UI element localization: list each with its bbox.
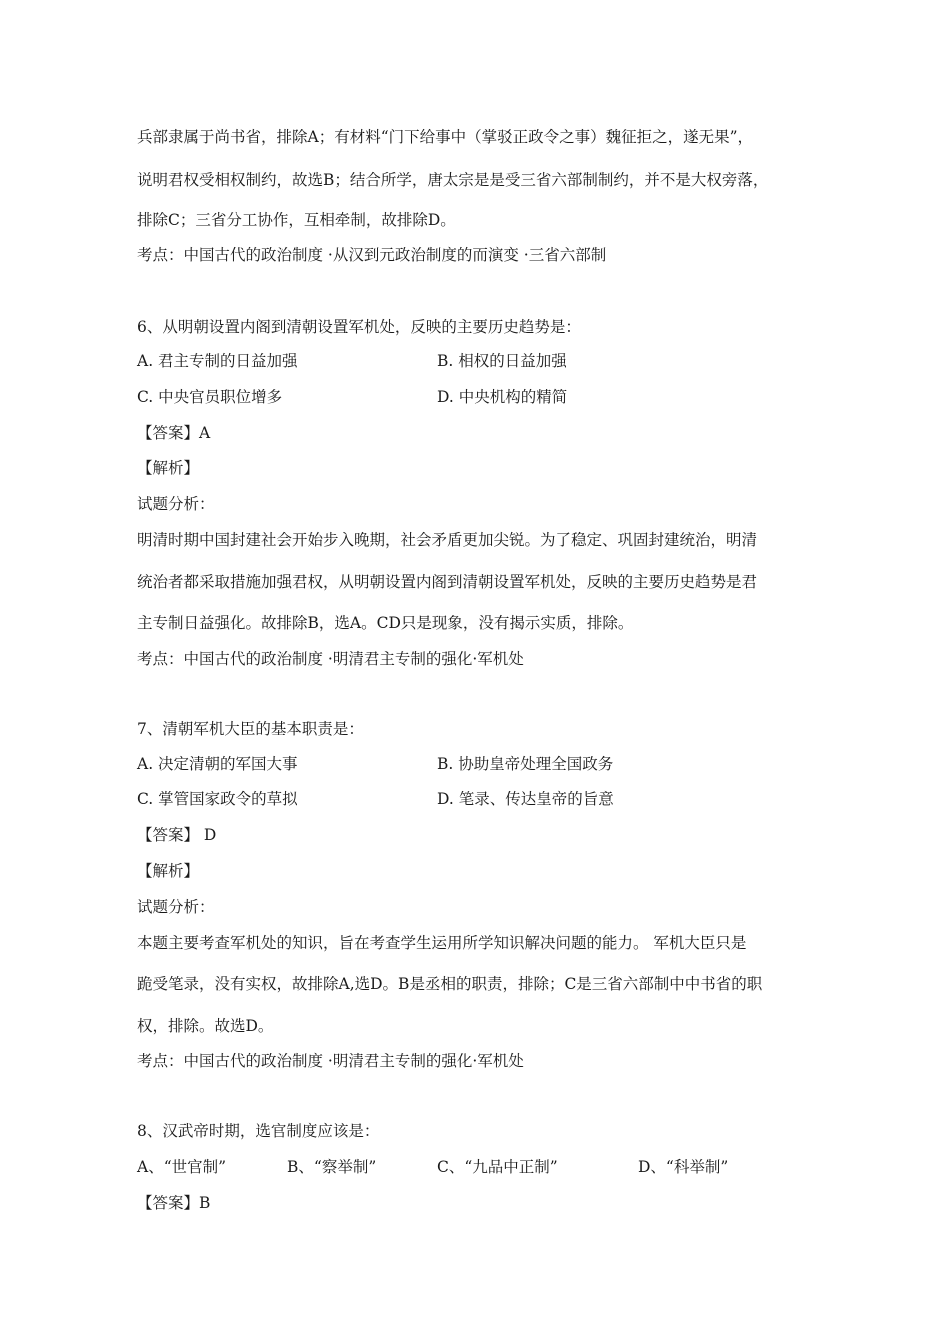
q8-stem: 8、汉武帝时期，选官制度应该是： bbox=[137, 1122, 380, 1140]
q5-analysis-line-2: 说明君权受相权制约，故选B；结合所学，唐太宗是是受三省六部制制约，并不是大权旁落， bbox=[137, 171, 769, 189]
q7-analysis-line-3: 权，排除。故选D。 bbox=[137, 1017, 274, 1035]
q8-option-d: D、“科举制” bbox=[638, 1158, 729, 1176]
q6-option-c: C. 中央官员职位增多 bbox=[137, 388, 283, 406]
q6-option-b: B. 相权的日益加强 bbox=[437, 352, 567, 370]
q6-jiexi-heading: 【解析】 bbox=[137, 459, 200, 477]
q8-option-a: A、“世官制” bbox=[137, 1158, 227, 1176]
q6-analysis-line-3: 主专制日益强化。故排除B，选A。CD只是现象，没有揭示实质，排除。 bbox=[137, 614, 634, 632]
q6-fenxi-label: 试题分析： bbox=[137, 495, 215, 513]
q7-analysis-line-2: 跪受笔录，没有实权，故排除A,选D。B是丞相的职责，排除；C是三省六部制中中书省的职 bbox=[137, 975, 763, 993]
q5-analysis-line-3: 排除C；三省分工协作，互相牵制，故排除D。 bbox=[137, 211, 456, 229]
q7-option-b: B. 协助皇帝处理全国政务 bbox=[437, 755, 614, 773]
q7-answer: 【答案】 D bbox=[137, 826, 217, 844]
q6-analysis-line-1: 明清时期中国封建社会开始步入晚期，社会矛盾更加尖锐。为了稳定、巩固封建统治，明清 bbox=[137, 531, 758, 549]
q7-stem: 7、清朝军机大臣的基本职责是： bbox=[137, 720, 364, 738]
q7-option-a: A. 决定清朝的军国大事 bbox=[137, 755, 298, 773]
q7-option-d: D. 笔录、传达皇帝的旨意 bbox=[437, 790, 614, 808]
q5-kaodian: 考点：中国古代的政治制度 ·从汉到元政治制度的而演变 ·三省六部制 bbox=[137, 246, 607, 264]
q8-answer: 【答案】B bbox=[137, 1194, 211, 1212]
q7-fenxi-label: 试题分析： bbox=[137, 898, 215, 916]
q8-option-b: B、“察举制” bbox=[287, 1158, 377, 1176]
q6-stem: 6、从明朝设置内阁到清朝设置军机处，反映的主要历史趋势是： bbox=[137, 318, 581, 336]
q6-kaodian: 考点：中国古代的政治制度 ·明清君主专制的强化·军机处 bbox=[137, 650, 524, 668]
q6-answer: 【答案】A bbox=[137, 424, 211, 442]
q5-analysis-line-1: 兵部隶属于尚书省，排除A；有材料“门下给事中（掌驳正政令之事）魏征拒之，遂无果”， bbox=[137, 128, 754, 146]
q7-kaodian: 考点：中国古代的政治制度 ·明清君主专制的强化·军机处 bbox=[137, 1052, 524, 1070]
q6-analysis-line-2: 统治者都采取措施加强君权，从明朝设置内阁到清朝设置军机处，反映的主要历史趋势是君 bbox=[137, 573, 758, 591]
q6-option-d: D. 中央机构的精简 bbox=[437, 388, 568, 406]
q7-jiexi-heading: 【解析】 bbox=[137, 862, 200, 880]
q7-analysis-line-1: 本题主要考查军机处的知识，旨在考查学生运用所学知识解决问题的能力。 军机大臣只是 bbox=[137, 934, 747, 952]
q6-option-a: A. 君主专制的日益加强 bbox=[137, 352, 298, 370]
q7-option-c: C. 掌管国家政令的草拟 bbox=[137, 790, 298, 808]
q8-option-c: C、“九品中正制” bbox=[437, 1158, 558, 1176]
